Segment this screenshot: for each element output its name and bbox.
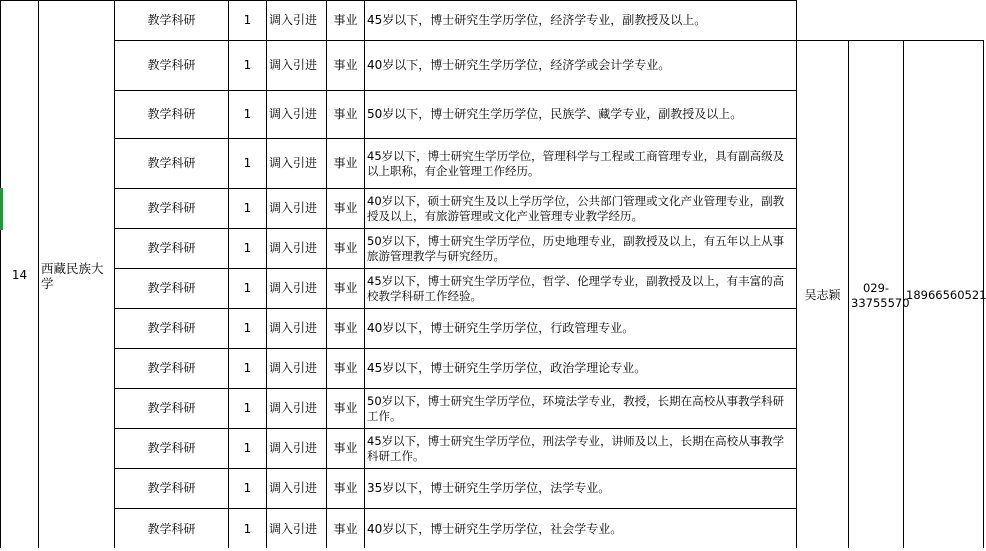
count-cell: 1 bbox=[229, 91, 267, 139]
category-cell: 教学科研 bbox=[115, 269, 229, 309]
nature-cell: 事业 bbox=[327, 429, 365, 469]
requirement-cell: 45岁以下，博士研究生学历学位，刑法学专业，讲师及以上，长期在高校从事教学科研工作。 bbox=[365, 429, 797, 469]
method-cell: 调入引进 bbox=[267, 1, 327, 41]
row-selection-marker bbox=[0, 188, 3, 230]
requirement-cell: 50岁以下，博士研究生学历学位，历史地理专业，副教授及以上，有五年以上从事旅游管理教学与研究经历。 bbox=[365, 229, 797, 269]
requirement-cell: 40岁以下，博士研究生学历学位，社会学专业。 bbox=[365, 509, 797, 551]
spacer-cell bbox=[849, 1, 904, 41]
count-cell: 1 bbox=[229, 139, 267, 189]
table-row bbox=[1, 41, 984, 91]
nature-cell: 事业 bbox=[327, 349, 365, 389]
count-cell: 1 bbox=[229, 509, 267, 551]
method-cell: 调入引进 bbox=[267, 91, 327, 139]
category-cell: 教学科研 bbox=[115, 309, 229, 349]
method-cell: 调入引进 bbox=[267, 509, 327, 551]
category-cell: 教学科研 bbox=[115, 189, 229, 229]
nature-cell: 事业 bbox=[327, 229, 365, 269]
spacer-cell bbox=[797, 1, 849, 41]
method-cell: 调入引进 bbox=[267, 349, 327, 389]
nature-cell: 事业 bbox=[327, 469, 365, 509]
nature-cell: 事业 bbox=[327, 91, 365, 139]
spacer-cell bbox=[904, 1, 984, 41]
method-cell: 调入引进 bbox=[267, 389, 327, 429]
count-cell: 1 bbox=[229, 1, 267, 41]
requirement-cell: 50岁以下，博士研究生学历学位，环境法学专业，教授，长期在高校从事教学科研工作。 bbox=[365, 389, 797, 429]
nature-cell: 事业 bbox=[327, 309, 365, 349]
contact-person-cell: 吴志颖 bbox=[797, 41, 849, 551]
category-cell: 教学科研 bbox=[115, 429, 229, 469]
category-cell: 教学科研 bbox=[115, 139, 229, 189]
nature-cell: 事业 bbox=[327, 189, 365, 229]
count-cell: 1 bbox=[229, 429, 267, 469]
index-cell: 14 bbox=[1, 1, 39, 551]
category-cell: 教学科研 bbox=[115, 349, 229, 389]
category-cell: 教学科研 bbox=[115, 91, 229, 139]
category-cell: 教学科研 bbox=[115, 229, 229, 269]
method-cell: 调入引进 bbox=[267, 469, 327, 509]
phone-a-cell: 029-33755570 bbox=[849, 41, 904, 551]
nature-cell: 事业 bbox=[327, 1, 365, 41]
nature-cell: 事业 bbox=[327, 389, 365, 429]
count-cell: 1 bbox=[229, 469, 267, 509]
requirement-cell: 45岁以下，博士研究生学历学位，哲学、伦理学专业，副教授及以上，有丰富的高校教学科研工作经验。 bbox=[365, 269, 797, 309]
method-cell: 调入引进 bbox=[267, 139, 327, 189]
method-cell: 调入引进 bbox=[267, 429, 327, 469]
requirement-cell: 40岁以下，博士研究生学历学位，经济学或会计学专业。 bbox=[365, 41, 797, 91]
method-cell: 调入引进 bbox=[267, 229, 327, 269]
count-cell: 1 bbox=[229, 269, 267, 309]
requirement-cell: 50岁以下，博士研究生学历学位，民族学、藏学专业，副教授及以上。 bbox=[365, 91, 797, 139]
nature-cell: 事业 bbox=[327, 139, 365, 189]
requirement-cell: 35岁以下，博士研究生学历学位，法学专业。 bbox=[365, 469, 797, 509]
category-cell: 教学科研 bbox=[115, 509, 229, 551]
count-cell: 1 bbox=[229, 389, 267, 429]
nature-cell: 事业 bbox=[327, 269, 365, 309]
requirement-cell: 40岁以下，硕士研究生及以上学历学位，公共部门管理或文化产业管理专业，副教授及以上，有旅游管理或文化产业管理专业教学经历。 bbox=[365, 189, 797, 229]
method-cell: 调入引进 bbox=[267, 309, 327, 349]
requirement-cell: 45岁以下，博士研究生学历学位，政治学理论专业。 bbox=[365, 349, 797, 389]
count-cell: 1 bbox=[229, 349, 267, 389]
count-cell: 1 bbox=[229, 229, 267, 269]
nature-cell: 事业 bbox=[327, 41, 365, 91]
table-row bbox=[1, 1, 984, 41]
requirement-cell: 45岁以下，博士研究生学历学位，经济学专业，副教授及以上。 bbox=[365, 1, 797, 41]
method-cell: 调入引进 bbox=[267, 41, 327, 91]
count-cell: 1 bbox=[229, 309, 267, 349]
unit-cell: 西藏民族大学 bbox=[39, 1, 115, 551]
count-cell: 1 bbox=[229, 189, 267, 229]
requirement-cell: 45岁以下，博士研究生学历学位，管理科学与工程或工商管理专业，具有副高级及以上职称，有企业管理工作经历。 bbox=[365, 139, 797, 189]
nature-cell: 事业 bbox=[327, 509, 365, 551]
category-cell: 教学科研 bbox=[115, 389, 229, 429]
table-body bbox=[1, 1, 984, 551]
category-cell: 教学科研 bbox=[115, 469, 229, 509]
method-cell: 调入引进 bbox=[267, 189, 327, 229]
method-cell: 调入引进 bbox=[267, 269, 327, 309]
category-cell: 教学科研 bbox=[115, 1, 229, 41]
phone-b-cell: 18966560521 bbox=[904, 41, 984, 551]
requirement-cell: 40岁以下，博士研究生学历学位，行政管理专业。 bbox=[365, 309, 797, 349]
category-cell: 教学科研 bbox=[115, 41, 229, 91]
count-cell: 1 bbox=[229, 41, 267, 91]
